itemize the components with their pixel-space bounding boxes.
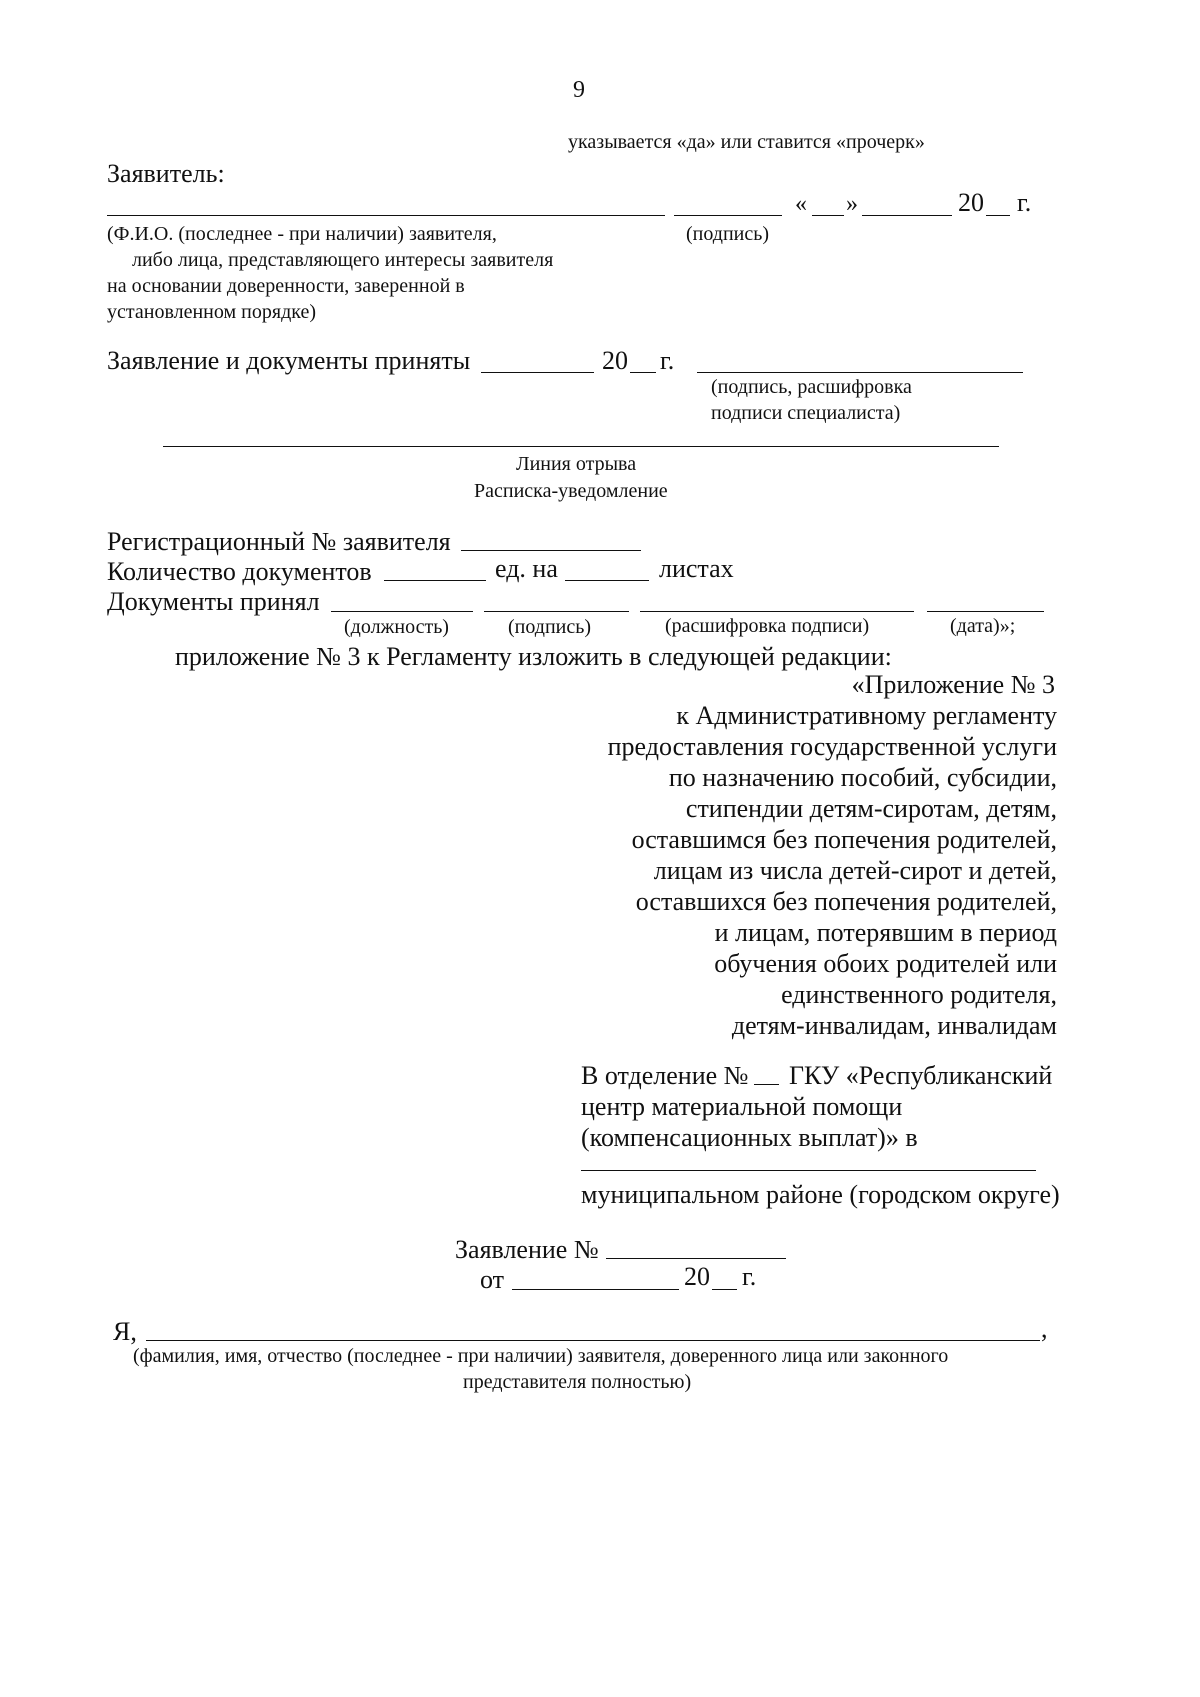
annex-intro: приложение № 3 к Регламенту изложить в следующей редакции: bbox=[175, 642, 892, 671]
signature-line bbox=[674, 215, 782, 216]
accepted-year-line bbox=[630, 372, 656, 373]
sheets-count-line bbox=[565, 580, 649, 581]
i-note-line-1: (фамилия, имя, отчество (последнее - при наличии) заявителя, доверенного лица или законного bbox=[133, 1345, 949, 1367]
application-year: 20 bbox=[684, 1262, 710, 1291]
date-line bbox=[927, 611, 1044, 612]
annex-line-9: и лицам, потерявшим в период bbox=[714, 918, 1057, 947]
applicant-label: Заявитель: bbox=[107, 159, 225, 188]
tear-line-label: Линия отрыва bbox=[516, 453, 637, 475]
reg-number-label: Регистрационный № заявителя bbox=[107, 527, 451, 556]
caption-position: (должность) bbox=[344, 616, 449, 638]
specialist-signature-line bbox=[697, 372, 1023, 373]
units-label: ед. на bbox=[495, 554, 558, 583]
full-name-line bbox=[146, 1340, 1040, 1341]
annex-line-12: детям-инвалидам, инвалидам bbox=[731, 1011, 1057, 1040]
reg-number-line bbox=[461, 550, 641, 551]
date-year-suffix: г. bbox=[1017, 188, 1032, 217]
accepted-year-suffix: г. bbox=[660, 346, 675, 375]
addressee-line-3: (компенсационных выплат)» в bbox=[581, 1123, 918, 1152]
district-line bbox=[581, 1170, 1036, 1171]
date-year-prefix: 20 bbox=[958, 188, 984, 217]
doc-count-label: Количество документов bbox=[107, 557, 372, 586]
i-trailing-comma: , bbox=[1041, 1314, 1048, 1343]
department-number-line bbox=[754, 1084, 779, 1085]
specialist-note-line-1: (подпись, расшифровка bbox=[711, 376, 912, 398]
addressee-line-4: муниципальном районе (городском округе) bbox=[581, 1180, 1060, 1209]
annex-line-7: лицам из числа детей-сирот и детей, bbox=[653, 856, 1057, 885]
fio-note-line-1: (Ф.И.О. (последнее - при наличии) заявителя, bbox=[107, 223, 497, 245]
annex-line-10: обучения обоих родителей или bbox=[714, 949, 1057, 978]
accepted-year: 20 bbox=[602, 346, 628, 375]
date-quote-open: « bbox=[795, 191, 807, 217]
receipt-title: Расписка-уведомление bbox=[474, 480, 668, 502]
i-note-line-2: представителя полностью) bbox=[463, 1371, 692, 1393]
annex-line-5: стипендии детям-сиротам, детям, bbox=[685, 794, 1057, 823]
annex-line-11: единственного родителя, bbox=[781, 980, 1057, 1009]
signature-note: (подпись) bbox=[686, 223, 770, 245]
annex-line-8: оставшихся без попечения родителей, bbox=[635, 887, 1057, 916]
annex-line-1: «Приложение № 3 bbox=[851, 670, 1055, 699]
tear-line bbox=[163, 446, 999, 447]
specialist-note-line-2: подписи специалиста) bbox=[711, 402, 901, 424]
date-month-line bbox=[862, 215, 952, 216]
annex-line-3: предоставления государственной услуги bbox=[607, 732, 1057, 761]
annex-line-2: к Административному регламенту bbox=[676, 701, 1057, 730]
receipt-signature-line bbox=[484, 611, 629, 612]
decoding-line bbox=[640, 611, 914, 612]
caption-date: (дата)»; bbox=[950, 615, 1016, 637]
addressee-suffix: ГКУ «Республиканский bbox=[789, 1061, 1053, 1090]
caption-decoding: (расшифровка подписи) bbox=[665, 615, 870, 637]
application-year-line bbox=[712, 1289, 737, 1290]
application-title: Заявление № bbox=[455, 1235, 599, 1264]
date-year-line bbox=[986, 215, 1010, 216]
annex-line-6: оставшимся без попечения родителей, bbox=[631, 825, 1057, 854]
caption-signature: (подпись) bbox=[508, 616, 592, 638]
application-date-line bbox=[512, 1289, 679, 1290]
i-label: Я, bbox=[113, 1317, 137, 1346]
accepted-label: Заявление и документы приняты bbox=[107, 346, 471, 375]
application-from: от bbox=[480, 1265, 505, 1294]
application-year-suffix: г. bbox=[742, 1262, 757, 1291]
addressee-line-2: центр материальной помощи bbox=[581, 1092, 903, 1121]
annex-line-4: по назначению пособий, субсидии, bbox=[668, 763, 1057, 792]
fio-note-line-4: установленном порядке) bbox=[107, 301, 316, 323]
fio-note-line-3: на основании доверенности, заверенной в bbox=[107, 275, 465, 297]
application-number-line bbox=[606, 1258, 786, 1259]
addressee-prefix: В отделение № bbox=[581, 1061, 749, 1090]
sheets-label: листах bbox=[659, 554, 734, 583]
position-line bbox=[331, 611, 473, 612]
date-day-line bbox=[812, 215, 844, 216]
date-quote-close: » bbox=[846, 191, 858, 217]
fio-line bbox=[107, 215, 665, 216]
top-note: указывается «да» или ставится «прочерк» bbox=[568, 131, 925, 153]
accepted-by-label: Документы принял bbox=[107, 587, 320, 616]
accepted-date-line bbox=[481, 372, 594, 373]
fio-note-line-2: либо лица, представляющего интересы заявителя bbox=[132, 249, 554, 271]
doc-count-line bbox=[384, 580, 486, 581]
page-number: 9 bbox=[573, 77, 585, 103]
